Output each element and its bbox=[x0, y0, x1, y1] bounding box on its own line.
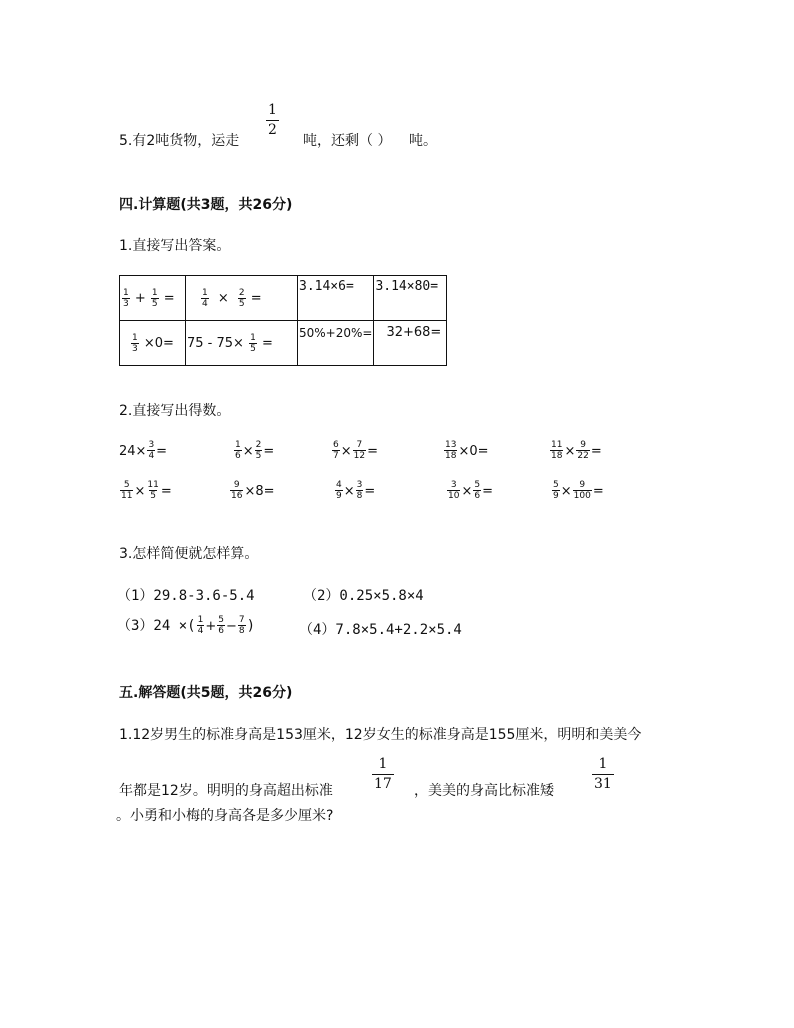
oral-item: $\frac{13}{18}$ ×0= bbox=[445, 440, 489, 461]
fraction: $\frac{1}{3}$ bbox=[132, 332, 138, 354]
table-row bbox=[120, 276, 447, 321]
fraction: $\frac{1}{3}$ bbox=[123, 287, 129, 309]
table-cell: 32+68= bbox=[374, 321, 447, 366]
s4-q3-title: 3.怎样简便就怎样算。 bbox=[119, 546, 259, 562]
oral-item: $\frac{3}{10}$ × $\frac{5}{6}$ = bbox=[448, 480, 493, 501]
oral-item: $\frac{5}{9}$ × $\frac{9}{100}$ = bbox=[553, 480, 604, 501]
calc-table bbox=[119, 275, 447, 366]
q5-suffix: 吨。 bbox=[409, 133, 437, 149]
section5-title: 五.解答题(共5题，共26分) bbox=[119, 685, 293, 701]
oral-item: $\frac{4}{9}$ × $\frac{3}{8}$ = bbox=[336, 480, 376, 501]
table-row bbox=[120, 321, 447, 366]
q5-fraction bbox=[266, 102, 279, 139]
s5-q1-line1: 1.12岁男生的标准身高是153厘米，12岁女生的标准身高是155厘米，明明和美美今 bbox=[119, 727, 642, 743]
table-cell: 3.14×6= bbox=[298, 276, 374, 321]
fraction-numerator: 1 bbox=[268, 102, 277, 118]
q3-part-3: （3）24 ×( $\frac{1}{4}$ + $\frac{5}{6}$ − $\frac{7}{8}$ ) bbox=[117, 615, 256, 636]
oral-item: 24× $\frac{3}{4}$ = bbox=[119, 440, 168, 461]
table-cell: $\frac{1}{4}$ × $\frac{2}{5}$ = bbox=[186, 276, 298, 321]
s5-fraction-1: 1 17 bbox=[374, 756, 392, 792]
table-cell: 75 - 75× $\frac{1}{5}$ = bbox=[186, 321, 298, 366]
fraction: $\frac{3}{4}$ bbox=[148, 440, 155, 461]
oral-item: $\frac{1}{6}$ × $\frac{2}{5}$ = bbox=[235, 440, 275, 461]
section4-title: 四.计算题(共3题，共26分) bbox=[119, 197, 293, 213]
s5-q1-line2a: 年都是12岁。明明的身高超出标准 bbox=[119, 783, 333, 799]
table-cell: 3.14×80= bbox=[374, 276, 447, 321]
s5-q1-line3: 。小勇和小梅的身高各是多少厘米? bbox=[116, 808, 334, 824]
table-cell: $\frac{1}{3}$ + $\frac{1}{5}$ = bbox=[120, 276, 186, 321]
s5-q1-line2b: ，美美的身高比标准矮 bbox=[414, 783, 554, 799]
q3-part-2: （2）0.25×5.8×4 bbox=[303, 588, 424, 604]
table-cell: $\frac{1}{3}$ ×0= bbox=[120, 321, 186, 366]
oral-item: $\frac{9}{16}$ ×8= bbox=[231, 480, 275, 501]
fraction: $\frac{1}{4}$ bbox=[202, 287, 208, 309]
fraction-denominator: 2 bbox=[268, 122, 277, 138]
s5-fraction-2: 1 31 bbox=[594, 756, 612, 792]
table-cell: 50%+20%= bbox=[298, 321, 374, 366]
oral-item: $\frac{6}{7}$ × $\frac{7}{12}$ = bbox=[333, 440, 378, 461]
oral-item: $\frac{11}{18}$ × $\frac{9}{22}$ = bbox=[551, 440, 602, 461]
q3-part-1: （1）29.8-3.6-5.4 bbox=[117, 588, 255, 604]
s4-q1-title: 1.直接写出答案。 bbox=[119, 238, 231, 254]
fraction: $\frac{1}{5}$ bbox=[151, 287, 158, 309]
q3-part-4: （4）7.8×5.4+2.2×5.4 bbox=[299, 622, 462, 638]
fraction: $\frac{2}{5}$ bbox=[238, 287, 245, 309]
fraction: $\frac{1}{5}$ bbox=[250, 332, 256, 354]
q5-middle: 吨，还剩（ ） bbox=[303, 133, 392, 149]
oral-item: $\frac{5}{11}$ × $\frac{11}{5}$ = bbox=[121, 480, 172, 501]
q5-prefix: 5.有2吨货物，运走 bbox=[119, 133, 240, 149]
s4-q2-title: 2.直接写出得数。 bbox=[119, 403, 231, 419]
